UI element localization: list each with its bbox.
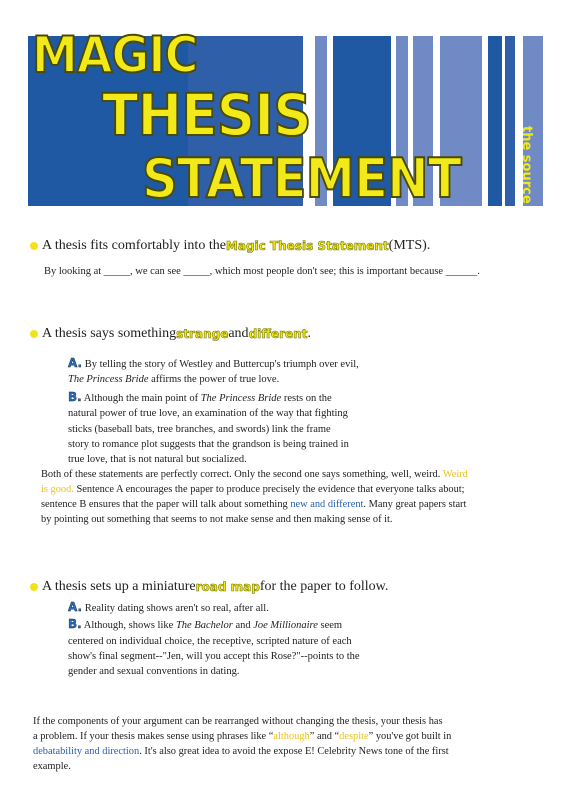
example-a-text: By telling the story of Westley and Buttercup's triumph over evil,	[82, 359, 359, 370]
footer-line4: example.	[33, 761, 71, 773]
debatability-highlight: debatability and direction	[33, 746, 140, 758]
s3-highlight: road map	[195, 580, 260, 594]
despite-highlight: despite	[339, 731, 369, 743]
s2-post: .	[307, 326, 311, 341]
banner-stripe	[488, 36, 502, 206]
road-b-line3: show's final segment--"Jen, will you accept this Rose?"--points to the	[68, 651, 360, 662]
s1-pre: A thesis fits comfortably into the	[42, 238, 226, 253]
label-b: B.	[68, 390, 82, 404]
example-b-line2: natural power of true love, an examination of the way that fighting	[68, 408, 348, 420]
bullet-dot-icon	[30, 330, 38, 338]
example-b-text: Although the main point of	[81, 393, 201, 404]
label-b: B.	[68, 617, 82, 632]
s1-post: (MTS).	[388, 238, 431, 253]
s2-highlight-different: different	[248, 327, 308, 341]
s1-highlight: Magic Thesis Statement	[225, 239, 389, 253]
example-b	[68, 389, 468, 467]
example-b-line5: true love, that is not natural but socialized.	[68, 454, 247, 466]
s3-post: for the paper to follow.	[259, 579, 389, 594]
weird-highlight: Weird	[442, 469, 468, 480]
title-statement: STATEMENT	[142, 147, 461, 210]
road-map-examples	[68, 599, 468, 679]
bullet-strange	[30, 326, 311, 342]
title-magic: MAGIC	[32, 26, 198, 84]
title-thesis: THESIS	[102, 81, 311, 149]
label-a: A.	[68, 600, 83, 614]
title-italic: The Bachelor	[175, 620, 233, 632]
is-good-highlight: is good.	[41, 484, 74, 496]
para-text: . Many great papers start	[363, 499, 467, 511]
s2-mid: and	[228, 326, 249, 341]
para-text: by pointing out something that seems to not make sense and then making sense of it.	[41, 514, 393, 526]
footer-paragraph	[33, 714, 563, 774]
para-text: Both of these statements are perfectly correct. Only the second one says something, well, weird.	[41, 469, 443, 480]
example-b-line3: sticks (baseball bats, tree branches, and swords) link the frame	[68, 423, 331, 435]
label-a: A.	[68, 356, 83, 370]
road-b-line4: gender and sexual conventions in dating.	[68, 666, 240, 678]
example-a	[68, 355, 468, 388]
title-banner	[28, 26, 546, 210]
bullet-dot-icon	[30, 242, 38, 250]
tagline: the source	[519, 126, 534, 204]
para-text: sentence B ensures that the paper will talk about something	[41, 499, 291, 511]
footer-text: ” you've got built in	[368, 731, 452, 743]
although-highlight: although	[273, 731, 310, 743]
banner-stripe	[505, 36, 515, 206]
explanation-paragraph	[41, 467, 561, 527]
example-b-line4: story to romance plot suggests that the grandson is being trained in	[68, 438, 349, 450]
title-italic: The Princess Bride	[200, 393, 282, 404]
title-italic: Joe Millionaire	[253, 620, 318, 632]
road-b-text: Although, shows like	[81, 620, 176, 632]
bullet-dot-icon	[30, 583, 38, 591]
footer-text: . It's also great idea to avoid the expose E! Celebrity News tone of the first	[139, 746, 449, 758]
road-b-text2: seem	[317, 620, 343, 632]
bullet-mts	[30, 238, 430, 254]
para-text: Sentence A encourages the paper to produce precisely the evidence that everyone talks about;	[73, 484, 465, 496]
road-a-text: Reality dating shows aren't so real, after all.	[82, 603, 269, 614]
mts-template: By looking at _____, we can see _____, which most people don't see; this is important because ______.	[44, 266, 480, 277]
bullet-road-map	[30, 579, 388, 595]
new-different-highlight: new and different	[290, 499, 364, 511]
footer-line1: If the components of your argument can be rearranged without changing the thesis, your thesis has	[33, 716, 443, 727]
example-a-text2: affirms the power of true love.	[148, 374, 280, 386]
footer-text: ” and “	[309, 731, 340, 743]
road-b-and: and	[232, 620, 254, 632]
footer-text: a problem. If your thesis makes sense using phrases like “	[33, 731, 274, 743]
s3-pre: A thesis sets up a miniature	[42, 579, 196, 594]
road-b-line2: centered on individual choice, the receptive, scripted nature of each	[68, 635, 352, 647]
s2-pre: A thesis says something	[42, 326, 177, 341]
title-italic: The Princess Bride	[68, 374, 149, 386]
example-b-text2: rests on the	[281, 393, 332, 404]
s2-highlight-strange: strange	[176, 327, 229, 341]
